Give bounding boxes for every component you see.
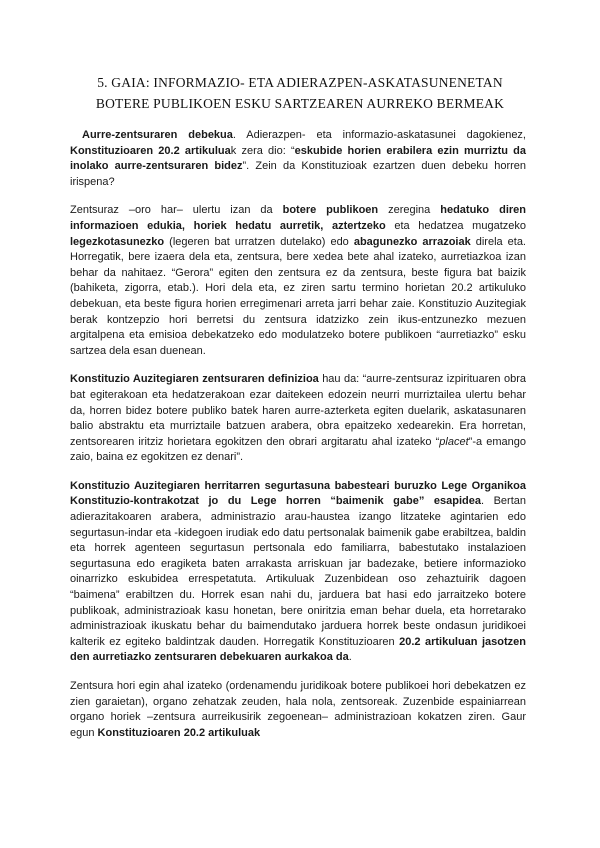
p2-bold-4: abagunezko arrazoiak [353, 235, 471, 248]
p1-bold-3: eskubide horien erabilera ezin murriztu da inolako aurre-zentsuraren bidez [70, 144, 527, 173]
p3-italic-1: placet [439, 435, 469, 448]
p2-text-2: zeregina [378, 204, 441, 217]
p2-bold-1: botere publikoen [282, 204, 379, 217]
paragraph-5 [70, 679, 526, 741]
p2-text-4: (legeren bat urratzen dutelako) edo [164, 235, 354, 248]
p3-bold-1: Konstituzio Auzitegiaren zentsuraren definizioa [70, 373, 319, 386]
p4-text-2: . [348, 651, 352, 664]
p3-text-1: hau da: “aurre-zentsuraz izpirituaren obra bat egiterakoan eta hedatzerakoan ezar daitekeen edozein neurri murriztailea ulertu behar da, horren bidez botere publiko batek haren aurre-azterketa egiten duelarik, askatasunaren balio abstraktu eta murriztaile batzuen arabera, obra epaitzeko xedearekin. Era horretan, zentsorearen iritziz horietara egokitzen den obrari argitaratu ahal izateko “ [70, 373, 526, 448]
title-line-2: BOTERE PUBLIKOEN ESKU SARTZEAREN AURREKO BERMEAK [95, 96, 505, 111]
p2-bold-3: legezkotasunezko [70, 235, 165, 248]
p3-text-2: ”-a emango zaio, baina ez egokitzen ez denari”. [70, 435, 526, 464]
p4-bold-2: 20.2 artikuluan jasotzen den aurretiazko zentsuraren debekuaren aurkakoa da [70, 635, 527, 664]
p2-text-1: Zentsuraz –oro har– ulertu izan da [70, 204, 283, 217]
paragraph-2 [70, 203, 526, 359]
document-body [70, 128, 526, 741]
p2-text-3: eta hedatzea mugatzeko [385, 219, 526, 232]
page-title [70, 72, 530, 114]
p5-text-1: Zentsura hori egin ahal izateko (ordenamendu juridikoak botere publikoei hori debekatzen ez zien garaietan), organo zehatzak zeuden, hala nola, zentsoreak. Zuzenbide espainiarrean organo horiek –zentsura aurreikusirik zegoenean– administrazioan kokatzen ziren. Gaur egun [70, 680, 526, 739]
title-line-1: 5. GAIA: INFORMAZIO- ETA ADIERAZPEN-ASKATASUNENETAN [97, 75, 503, 90]
p4-text-1: . Bertan adierazitakoaren arabera, administrazio arau-haustea izango litzateke agintarien edo segurtasun-indar eta -kidegoen irudiak edo datu pertsonalak baimenik gabe erabiltzea, baldin eta horrek agenteen segurtasun pertsonala edo familiarra, babestutako instalazioen segurtasuna edo eragiketa baten arrakasta arriskuan jar badezake, betiere informazioko oinarrizko eskubidea errespetatuta. Artikuluak Zuzenbidean oso zehaztuirik dagoen “baimena” erabiltzen du. Horrek esan nahi du, jarduera bat hasi edo jarraitzeko botere publikoak, administrazioak kasu honetan, bere oniritzia eman behar duela, eta horretarako administrazioak ikuskatu behar du baimendutako jarduera horrek beste ondasun juridikoei kalterik ez egiteko baldintzak dauden. Horregatik Konstituzioaren [70, 495, 527, 648]
paragraph-3 [70, 372, 526, 466]
p2-bold-2: hedatuko diren informazioen edukia, horiek hedatu aurretik, aztertzeko [70, 204, 526, 232]
p2-text-5: direla eta. Horregatik, bere izaera dela eta, zentsura, bere xedea bete ahal izateko, aurretiazkoa izan behar da nahitaez. “Gerora” egiten den zentsura ez da zentsura, beste figura bat baizik (bahiketa, zigorra, etab.). Hori dela eta, ez ziren sartu termino horietan 20.2 artikuluko debekuan, eta beste figura horien erregimenari arreta jarri behar zaie. Konstituzio Auzitegiak berak kontzepzio hori berretsi du zentsura idatzizko zein ikus-entzunezko mezuen argitalpena eta emisioa debekatzeko edo modulatzeko botere publikoen “aurretiazko” esku sartzea dela esan duenean. [70, 235, 526, 357]
paragraph-4 [70, 479, 526, 666]
paragraph-1 [70, 128, 526, 190]
p4-bold-1: Konstituzio Auzitegiaren herritarren segurtasuna babesteari buruzko Lege Organikoa Konstituzio-kontrakotzat jo du Lege horren “baimenik gabe” esapidea [70, 479, 526, 508]
p1-bold-1: Aurre-zentsuraren debekua [82, 129, 233, 141]
p1-text-2: k zera dio: “ [230, 144, 295, 157]
p1-bold-2: Konstituzioaren 20.2 artikulua [70, 144, 231, 157]
p1-text-3: ”. Zein da Konstituzioak ezartzen duen debeku horren irispena? [70, 160, 527, 188]
p1-text-1: . Adierazpen- eta informazio-askatasunei dagokienez, [232, 129, 526, 141]
p5-bold-1: Konstituzioaren 20.2 artikuluak [97, 726, 261, 739]
